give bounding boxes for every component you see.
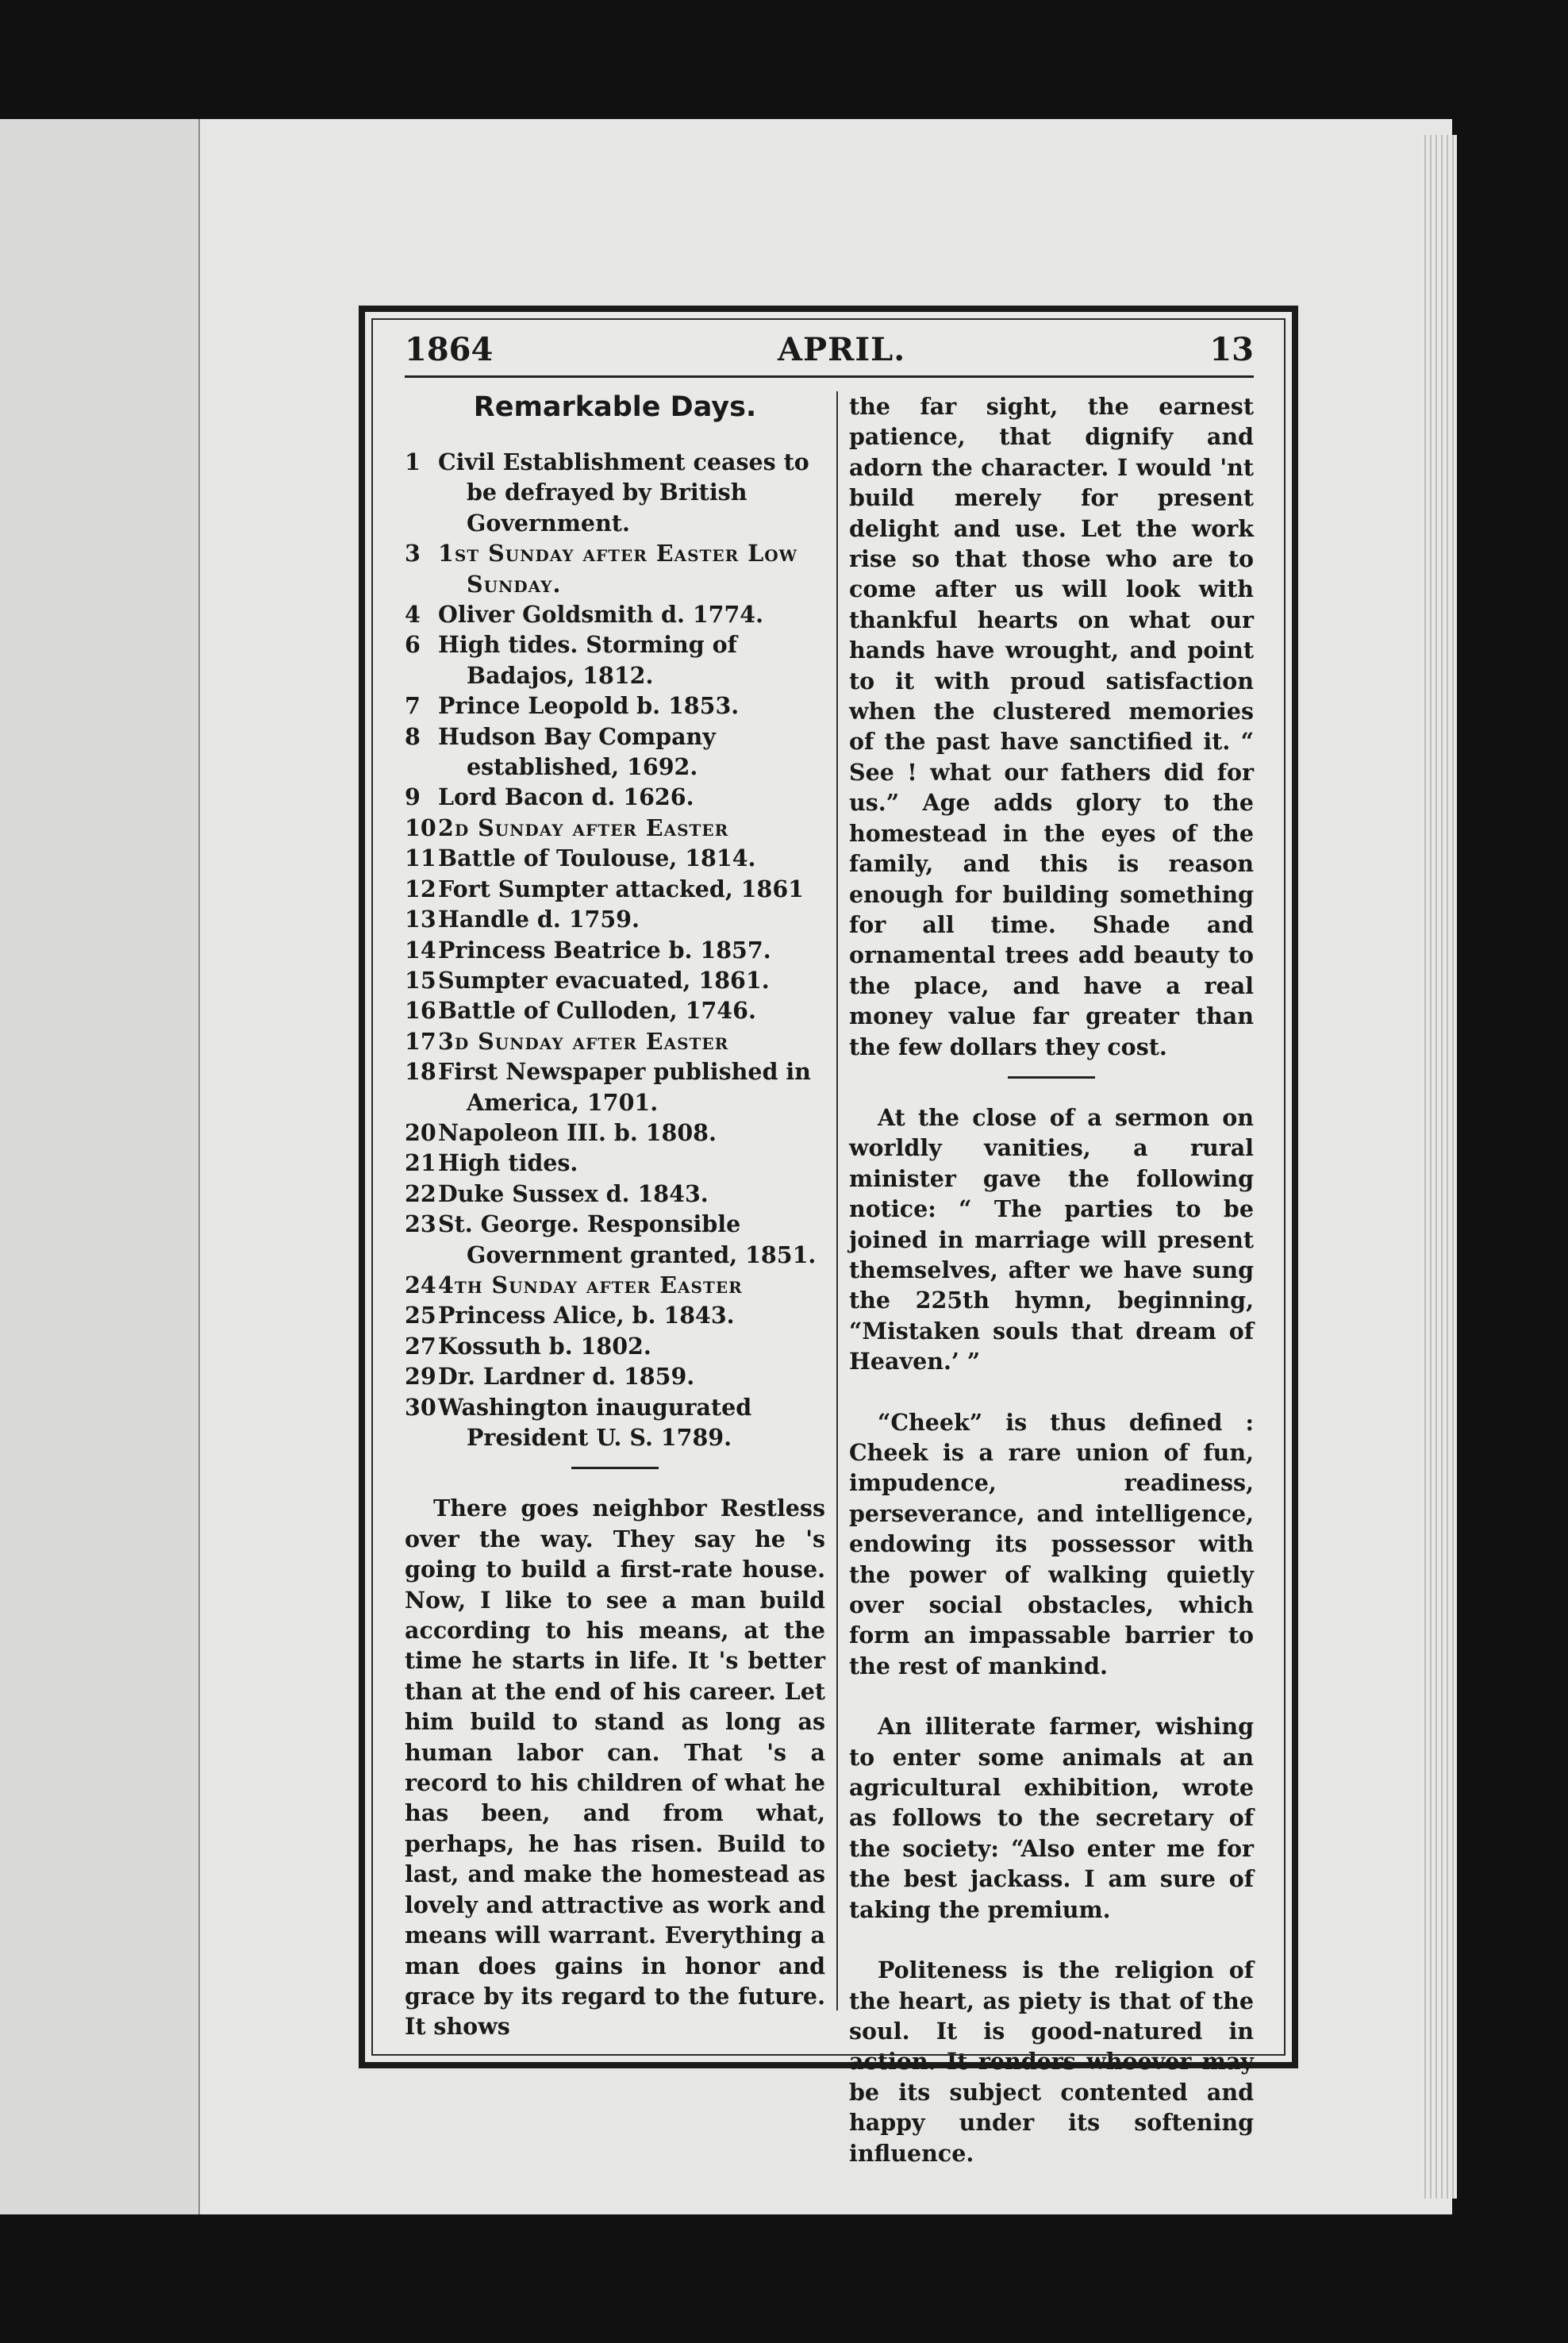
- day-event: Handle d. 1759.: [438, 906, 640, 933]
- day-number: 15: [405, 966, 436, 994]
- day-event: Princess Alice, b. 1843.: [438, 1302, 735, 1329]
- remarkable-day-entry: [405, 1056, 825, 1118]
- article-restless-part2: the far sight, the earnest patience, that dignify and adorn the character. I would 'nt build merely for present delight and use. Let the work rise so that those who are to come after us will look with thankful hearts on what our hands have wrought, and point to it with proud satisfaction when the clustered memories of the past have sanctified it. “ See ! what our fathers did for us.” Age adds glory to the homestead in the eyes of the family, and this is reason enough for building something for all time. Shade and ornamental trees add beauty to the place, and have a real money value far greater than the few dollars they cost.: [849, 393, 1254, 1060]
- day-number: 6: [405, 631, 421, 659]
- day-number: 29: [405, 1363, 436, 1391]
- remarkable-day-entry: [405, 1331, 825, 1361]
- day-event: High tides.: [438, 1149, 578, 1177]
- header-year: 1864: [405, 331, 494, 368]
- day-number: 24: [405, 1271, 436, 1298]
- remarkable-day-entry: [405, 1118, 825, 1148]
- remarkable-day-entry: [405, 1148, 825, 1178]
- day-event: Dr. Lardner d. 1859.: [438, 1363, 695, 1391]
- remarkable-day-entry: [405, 904, 825, 934]
- remarkable-days-list: [405, 447, 825, 1452]
- day-event: Sumpter evacuated, 1861.: [438, 966, 770, 994]
- remarkable-day-entry: [405, 1209, 825, 1270]
- day-event: 1st Sunday after Easter Low Sunday.: [438, 540, 798, 598]
- day-event: Princess Beatrice b. 1857.: [438, 936, 771, 964]
- remarkable-days-title: Remarkable Days.: [473, 391, 757, 423]
- day-number: 9: [405, 783, 421, 811]
- remarkable-day-entry: [405, 874, 825, 904]
- day-event: Oliver Goldsmith d. 1774.: [438, 601, 764, 629]
- day-event: 3d Sunday after Easter: [438, 1027, 729, 1055]
- day-number: 1: [405, 448, 421, 475]
- article-politeness: Politeness is the religion of the heart, as piety is that of the soul. It is good-natured in action. It renders whoever may be its subject contented and happy under its softening influence.: [849, 1956, 1254, 2167]
- remarkable-day-entry: [405, 782, 825, 812]
- day-number: 18: [405, 1058, 436, 1086]
- day-event: First Newspaper published in America, 1701.: [438, 1058, 811, 1116]
- day-event: Prince Leopold b. 1853.: [438, 692, 740, 720]
- left-column: [405, 391, 825, 2042]
- article-restless-part1: There goes neighbor Restless over the way. They say he 's going to build a first-rate house. Now, I like to see a man build according to his means, at the time he starts in life. It 's better than at the end of his career. Let him build to stand as long as human labor can. That 's a record to his children of what he has been, and from what, perhaps, he has risen. Build to last, and make the homestead as lovely and attractive as work and means will warrant. Everything a man does gains in honor and grace by its regard to the future. It shows: [405, 1495, 825, 2041]
- remarkable-day-entry: [405, 1179, 825, 1209]
- day-number: 11: [405, 844, 436, 872]
- day-event: Duke Sussex d. 1843.: [438, 1179, 709, 1207]
- day-number: 12: [405, 875, 436, 902]
- column-divider: [836, 391, 838, 2010]
- remarkable-day-entry: [405, 965, 825, 995]
- day-number: 10: [405, 814, 436, 841]
- day-event: Civil Establishment ceases to be defrayed by British Government.: [438, 448, 809, 537]
- left-page: [0, 119, 200, 2214]
- day-number: 4: [405, 601, 421, 629]
- remarkable-day-entry: [405, 843, 825, 873]
- page-edge: [1420, 135, 1457, 2199]
- article-sermon: At the close of a sermon on worldly vanities, a rural minister gave the following notice: “ The parties to be joined in marriage will present themselves, after we have sung the 225th hymn, beginning, “Mistaken souls that dream of Heaven.’ ”: [849, 1103, 1254, 1375]
- remarkable-day-entry: [405, 721, 825, 783]
- day-number: 22: [405, 1179, 436, 1207]
- section-divider: [1008, 1076, 1095, 1079]
- day-event: Kossuth b. 1802.: [438, 1332, 651, 1360]
- remarkable-day-entry: [405, 1300, 825, 1330]
- day-number: 23: [405, 1210, 436, 1238]
- day-number: 21: [405, 1149, 436, 1177]
- day-event: 4th Sunday after Easter: [438, 1271, 743, 1298]
- day-number: 17: [405, 1027, 436, 1055]
- header-page-number: 13: [1209, 331, 1254, 368]
- remarkable-day-entry: [405, 935, 825, 965]
- remarkable-day-entry: [405, 813, 825, 843]
- almanac-page-frame: [359, 306, 1298, 2167]
- section-divider: [571, 1467, 659, 1469]
- article-farmer: An illiterate farmer, wishing to enter some animals at an agricultural exhibition, wrote as follows to the secretary of the society: “Also enter me for the best jackass. I am sure of taking the premium.: [849, 1713, 1254, 1923]
- day-number: 30: [405, 1393, 436, 1421]
- page-header: [405, 328, 1254, 378]
- day-event: Battle of Culloden, 1746.: [438, 997, 756, 1025]
- day-event: High tides. Storming of Badajos, 1812.: [438, 631, 737, 689]
- day-number: 25: [405, 1302, 436, 1329]
- day-event: Hudson Bay Company established, 1692.: [438, 722, 716, 781]
- right-column: [849, 391, 1254, 2168]
- remarkable-day-entry: [405, 691, 825, 721]
- remarkable-day-entry: [405, 1392, 825, 1453]
- remarkable-day-entry: [405, 599, 825, 629]
- day-event: Fort Sumpter attacked, 1861: [438, 875, 804, 902]
- day-number: 3: [405, 540, 421, 567]
- remarkable-day-entry: [405, 995, 825, 1025]
- article-cheek: “Cheek” is thus defined : Cheek is a rare union of fun, impudence, readiness, perseverance, and intelligence, endowing its possessor with the power of walking quietly over social obstacles, which form an impassable barrier to the rest of mankind.: [849, 1408, 1254, 1679]
- day-number: 27: [405, 1332, 436, 1360]
- remarkable-day-entry: [405, 629, 825, 691]
- day-number: 7: [405, 692, 421, 720]
- remarkable-day-entry: [405, 1270, 825, 1300]
- day-event: Napoleon III. b. 1808.: [438, 1118, 717, 1146]
- day-event: Lord Bacon d. 1626.: [438, 783, 694, 811]
- remarkable-day-entry: [405, 1361, 825, 1391]
- remarkable-day-entry: [405, 447, 825, 538]
- header-month: APRIL.: [778, 331, 906, 368]
- day-event: St. George. Responsible Government granted, 1851.: [438, 1210, 817, 1268]
- day-number: 8: [405, 722, 421, 750]
- remarkable-day-entry: [405, 1026, 825, 1056]
- day-number: 14: [405, 936, 436, 964]
- day-number: 13: [405, 906, 436, 933]
- day-number: 16: [405, 997, 436, 1025]
- day-event: Washington inaugurated President U. S. 1789.: [438, 1393, 752, 1451]
- day-event: Battle of Toulouse, 1814.: [438, 844, 756, 872]
- day-event: 2d Sunday after Easter: [438, 814, 729, 841]
- remarkable-day-entry: [405, 538, 825, 599]
- day-number: 20: [405, 1118, 436, 1146]
